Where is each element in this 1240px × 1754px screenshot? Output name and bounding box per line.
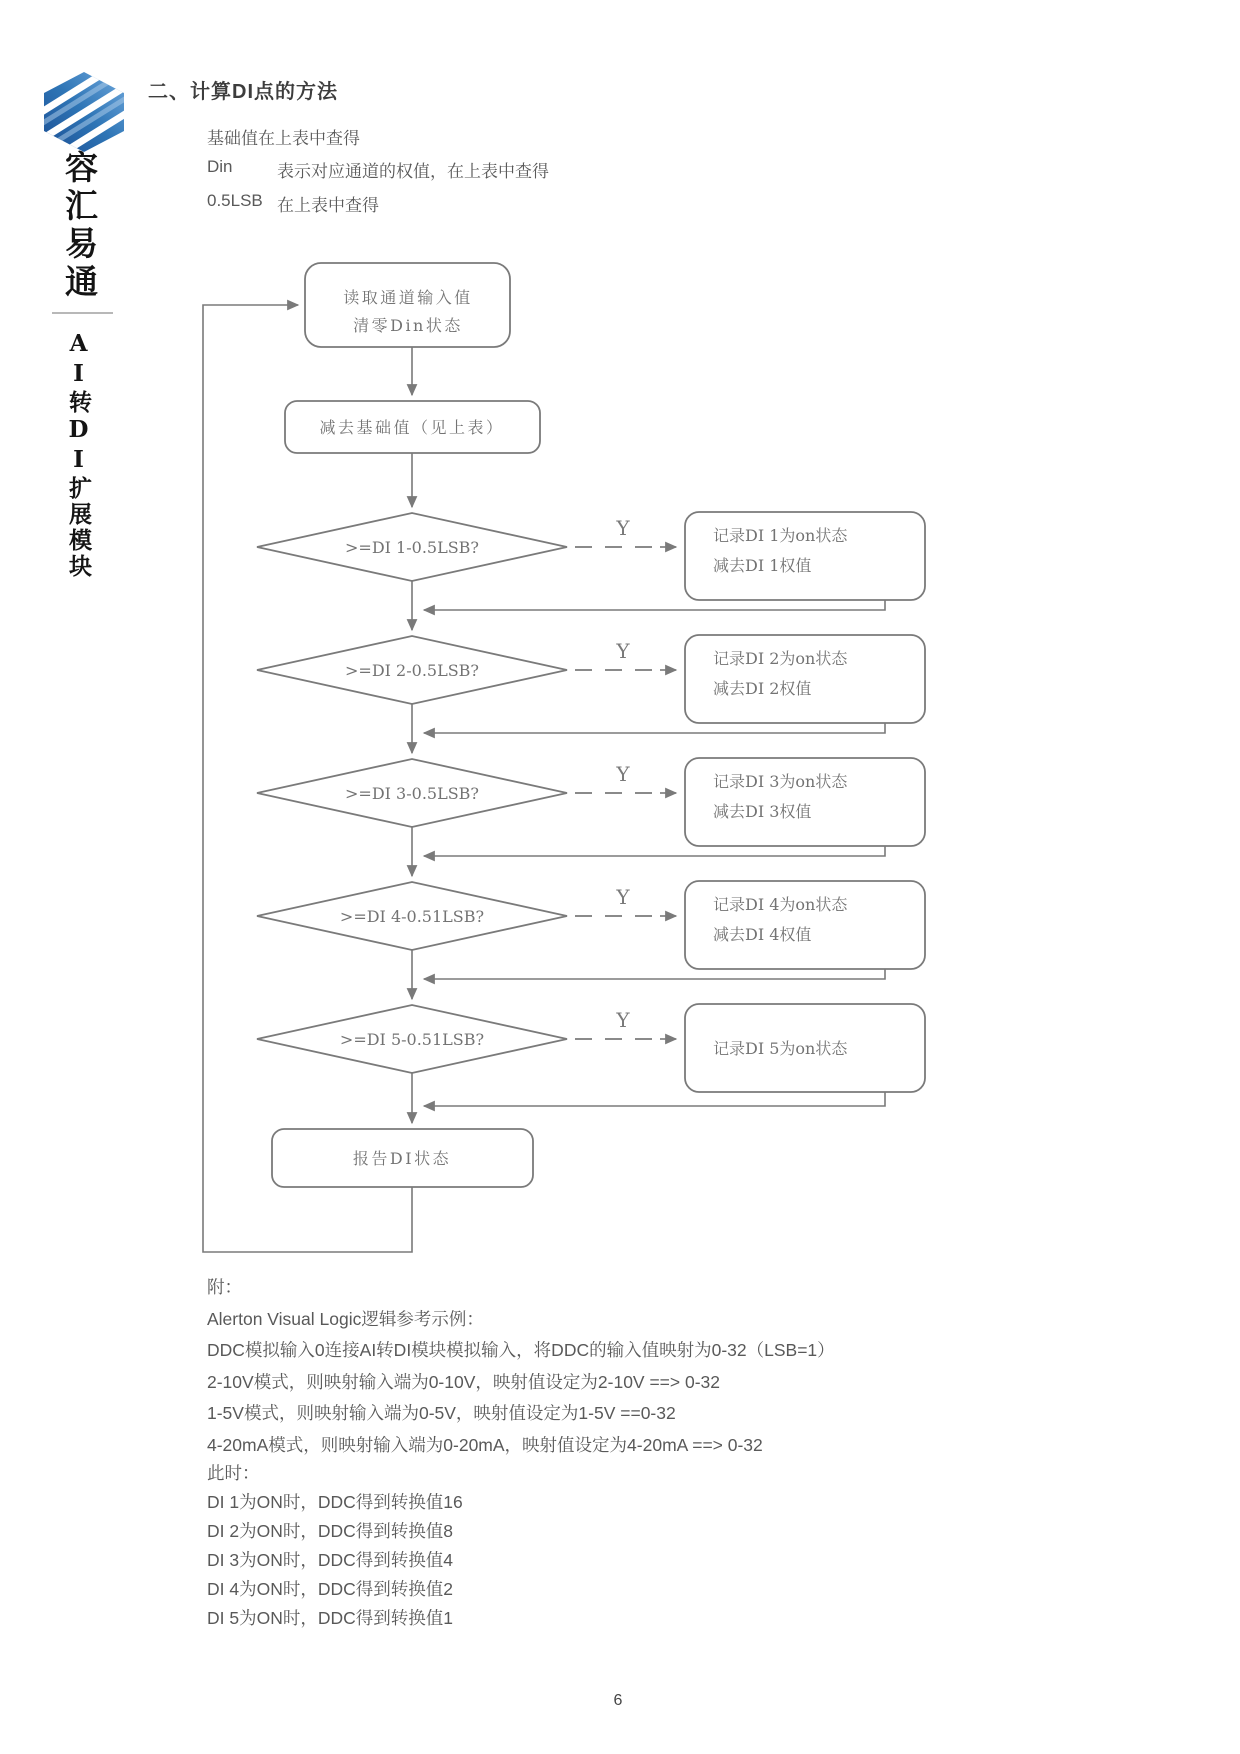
yes-label: Y	[616, 762, 630, 786]
sidebar-divider	[52, 312, 113, 314]
brand-name: 容汇易通	[60, 150, 99, 302]
company-logo-icon	[38, 68, 130, 156]
note-line: 1-5V模式，则映射输入端为0-5V，映射值设定为1-5V ==0-32	[207, 1403, 676, 1423]
action-line2: 减去DI 4权值	[713, 925, 812, 944]
decision-condition: >=DI 5-0.51LSB?	[339, 1030, 485, 1049]
action-line2: 减去DI 3权值	[713, 802, 812, 821]
di-value-line: DI 3为ON时，DDC得到转换值4	[207, 1550, 453, 1570]
note-line: Alerton Visual Logic逻辑参考示例：	[207, 1308, 484, 1329]
yes-label: Y	[616, 639, 630, 663]
page-number: 6	[613, 1692, 623, 1709]
yes-label: Y	[616, 1008, 630, 1032]
note-line: 2-10V模式，则映射输入端为0-10V，映射值设定为2-10V ==> 0-32	[207, 1371, 721, 1392]
di-value-line: DI 5为ON时，DDC得到转换值1	[207, 1608, 453, 1628]
action-line2: 减去DI 1权值	[713, 556, 812, 575]
attachment-label: 附：	[207, 1277, 242, 1297]
intro-term: 0.5LSB	[207, 191, 263, 210]
note-line: 4-20mA模式，则映射输入端为0-20mA，映射值设定为4-20mA ==> 0-32	[207, 1434, 763, 1455]
di-calculation-flowchart	[180, 240, 950, 1270]
notes-block-di-values	[207, 1459, 463, 1633]
action-line1: 记录DI 2为on状态	[713, 649, 848, 668]
note-line: DDC模拟输入0连接AI转DI模块模拟输入，将DDC的输入值映射为0-32（LSB=1）	[207, 1340, 835, 1360]
di-value-line: DI 1为ON时，DDC得到转换值16	[207, 1492, 463, 1512]
start-box-line2: 清零Din状态	[353, 316, 463, 335]
intro-line-lsb	[207, 191, 379, 213]
action-line1: 记录DI 5为on状态	[713, 1039, 848, 1058]
di-value-line: DI 2为ON时，DDC得到转换值8	[207, 1521, 453, 1541]
action-line2: 减去DI 2权值	[713, 679, 812, 698]
return-action2	[424, 723, 885, 733]
moment-label: 此时：	[207, 1463, 260, 1483]
action-line1: 记录DI 4为on状态	[713, 895, 848, 914]
report-label: 报告DI状态	[352, 1149, 452, 1168]
return-action4	[424, 969, 885, 979]
decision-condition: >=DI 2-0.5LSB?	[345, 661, 479, 680]
yes-label: Y	[616, 516, 630, 540]
section-heading: 二、计算DI点的方法	[148, 81, 338, 103]
di-value-line: DI 4为ON时，DDC得到转换值2	[207, 1579, 453, 1599]
intro-desc: 在上表中查得	[277, 196, 379, 215]
intro-line-base-value	[207, 124, 360, 146]
decision-condition: >=DI 1-0.5LSB?	[345, 538, 479, 557]
action-line1: 记录DI 3为on状态	[713, 772, 848, 791]
action-line1: 记录DI 1为on状态	[713, 526, 848, 545]
start-box-line1: 读取通道输入值	[343, 288, 473, 307]
decision-condition: >=DI 4-0.51LSB?	[339, 907, 485, 926]
yes-label: Y	[616, 885, 630, 909]
return-action3	[424, 846, 885, 856]
decision-condition: >=DI 3-0.5LSB?	[345, 784, 479, 803]
intro-desc: 表示对应通道的权值，在上表中查得	[277, 162, 549, 181]
subtract-base-label: 减去基础值（见上表）	[319, 418, 505, 437]
return-action5	[424, 1092, 885, 1106]
intro-term: Din	[207, 157, 233, 176]
product-name: AI转DI扩展模块	[65, 330, 92, 580]
intro-line-din	[207, 157, 549, 179]
notes-block-example	[207, 1272, 835, 1461]
return-action1	[424, 600, 885, 610]
intro-desc: 基础值在上表中查得	[207, 129, 360, 148]
